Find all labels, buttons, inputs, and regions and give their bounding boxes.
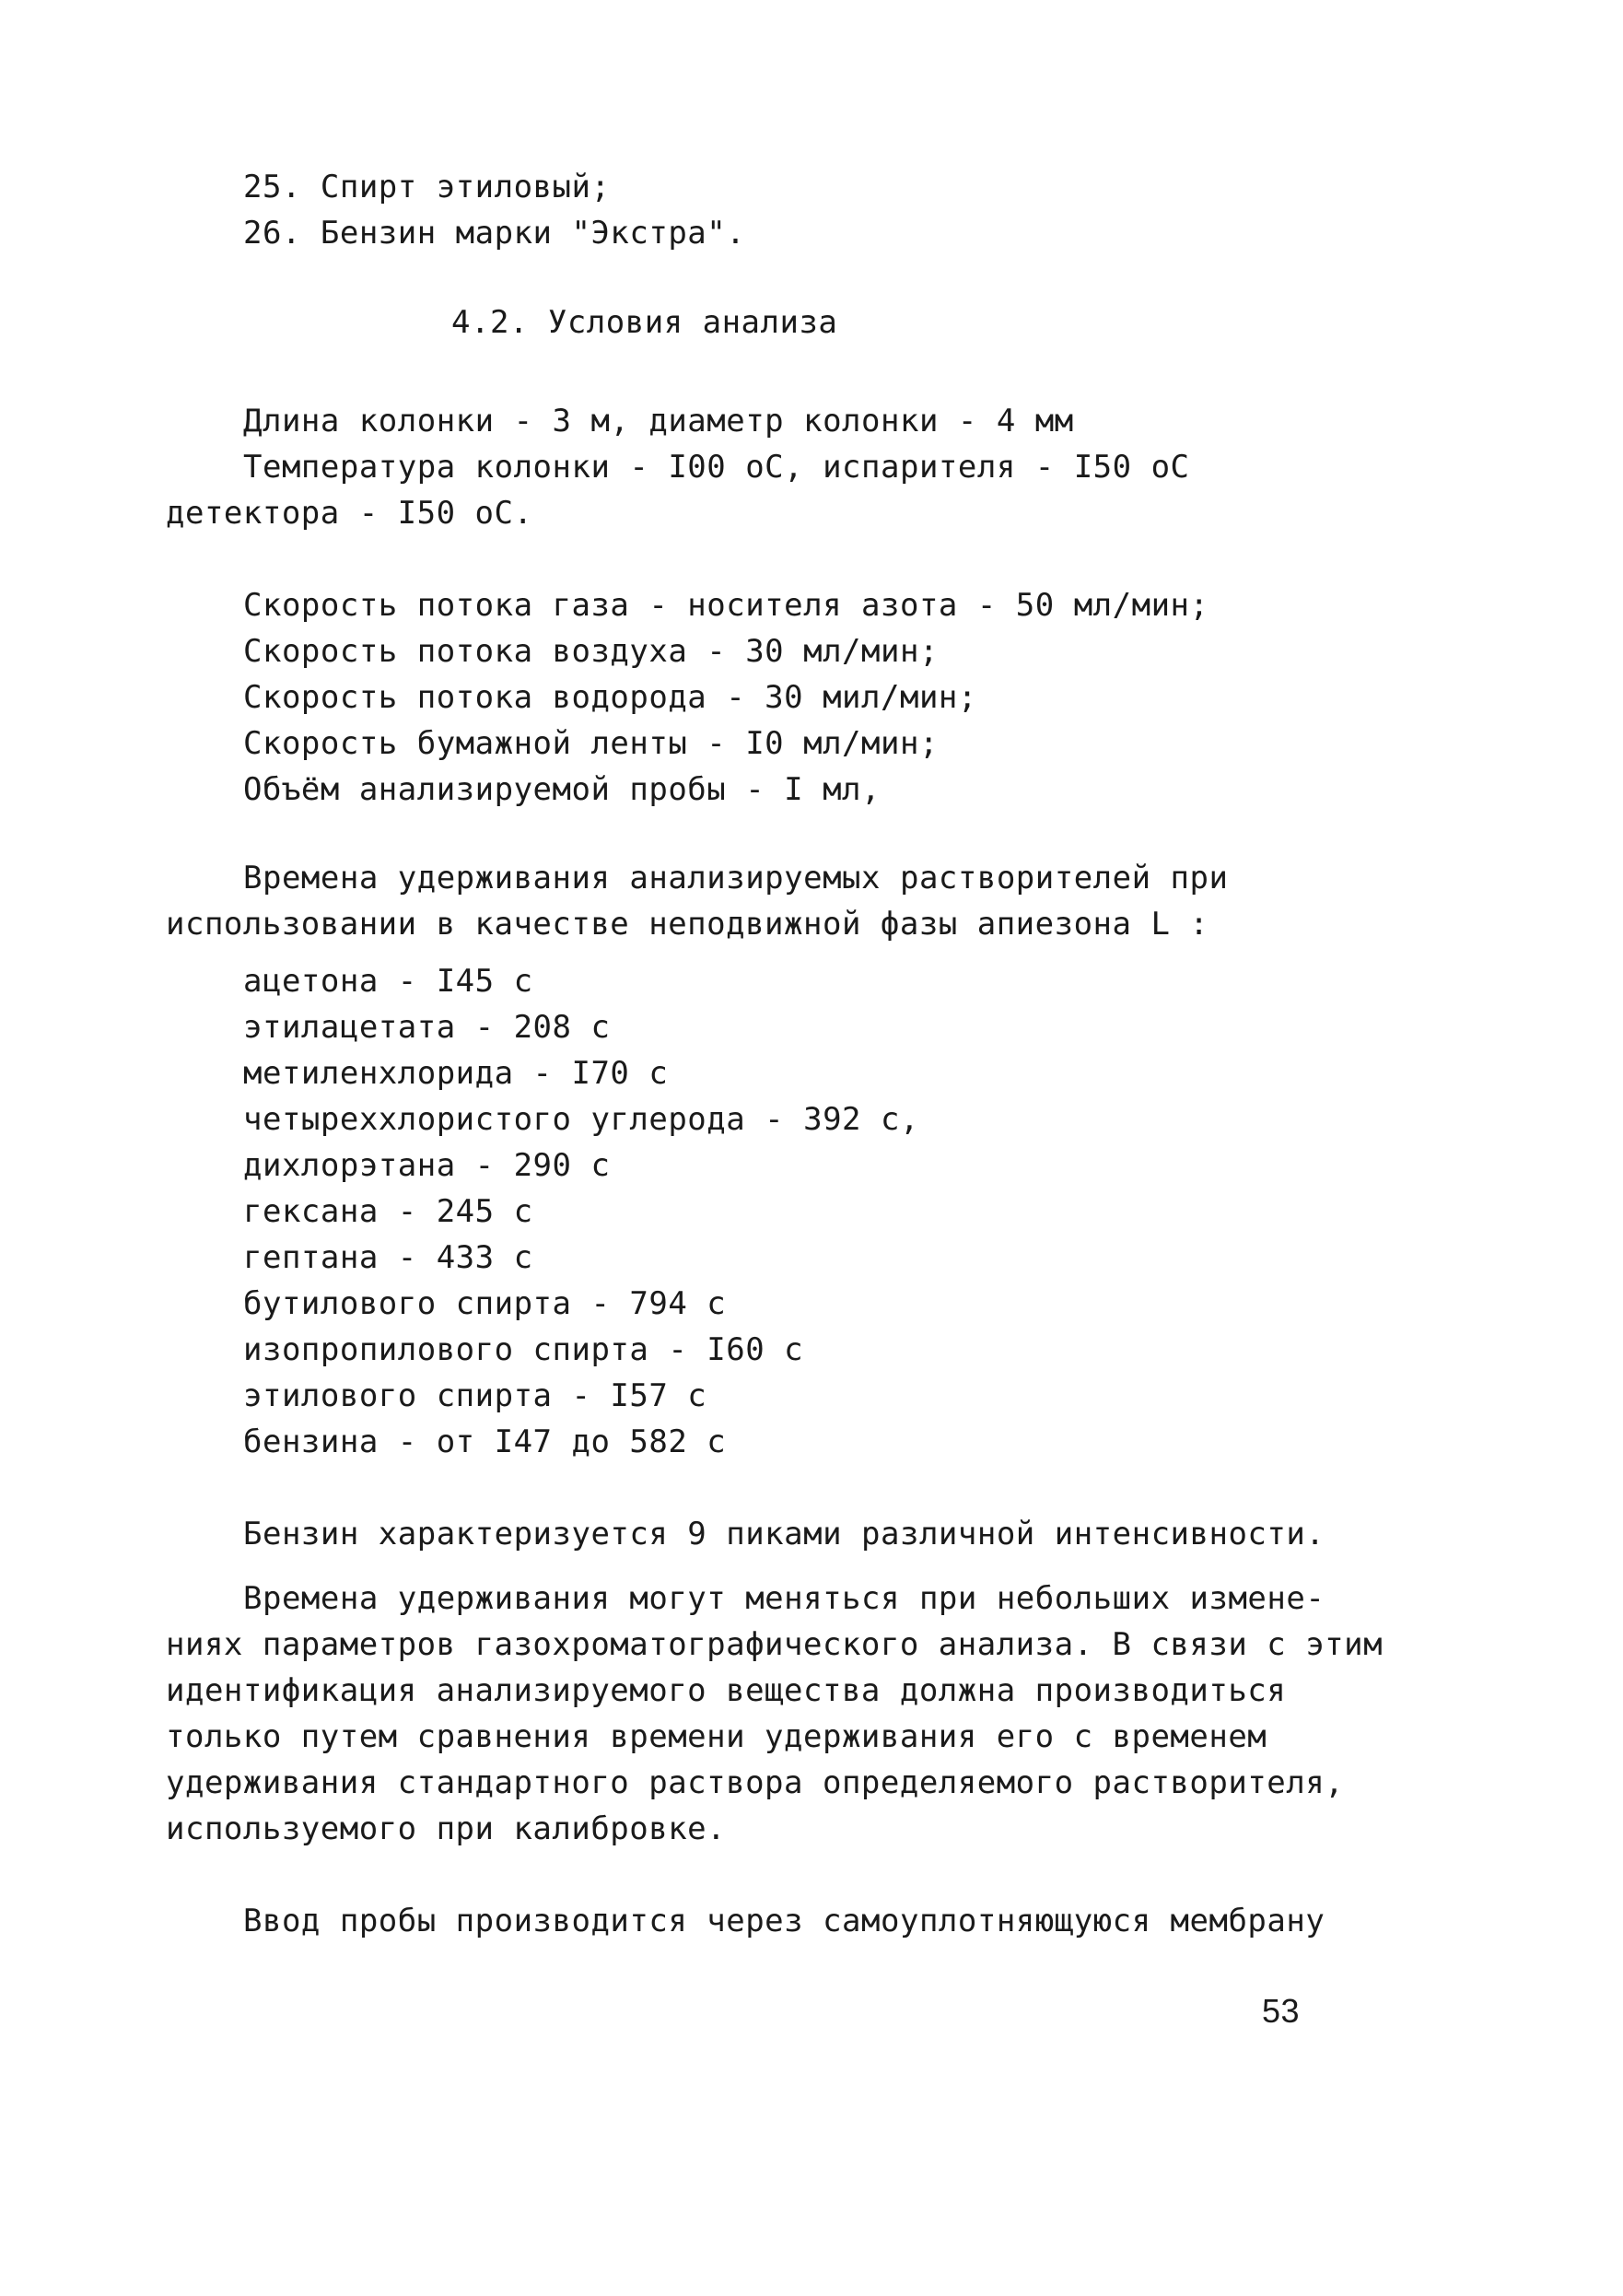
flow-line: Скорость потока газа - носителя азота - 50 мл/мин; [243, 587, 1209, 624]
retention-item: четыреххлористого углерода - 392 с, [243, 1101, 919, 1138]
paragraph-line: только путем сравнения времени удерживания его с временем [166, 1718, 1267, 1755]
retention-intro-line: использовании в качестве неподвижной фазы апиезона L : [166, 906, 1209, 943]
detector-temperature-line: детектора - I50 оС. [166, 495, 533, 532]
retention-item: дихлорэтана - 290 с [243, 1147, 611, 1184]
retention-item: ацетона - I45 с [243, 963, 533, 1000]
retention-item: бутилового спирта - 794 с [243, 1285, 727, 1322]
paragraph-line: используемого при калибровке. [166, 1810, 727, 1847]
retention-item: этилацетата - 208 с [243, 1009, 611, 1046]
paragraph-line: Времена удерживания могут меняться при небольших измене- [243, 1580, 1325, 1617]
retention-item: изопропилового спирта - I60 с [243, 1331, 804, 1368]
retention-item: этилового спирта - I57 с [243, 1377, 707, 1414]
flow-line: Объём анализируемой пробы - I мл, [243, 771, 882, 808]
gasoline-note: Бензин характеризуется 9 пиками различной интенсивности. [243, 1516, 1325, 1552]
paragraph-line: удерживания стандартного раствора определяемого растворителя, [166, 1764, 1345, 1801]
retention-item: гептана - 433 с [243, 1239, 533, 1276]
list-item-26: 26. Бензин марки "Экстра". [243, 215, 746, 252]
section-heading: 4.2. Условия анализа [451, 304, 838, 341]
flow-line: Скорость бумажной ленты - I0 мл/мин; [243, 725, 939, 762]
flow-line: Скорость потока водорода - 30 мил/мин; [243, 679, 977, 716]
paragraph-line: ниях параметров газохроматографического анализа. В связи с этим [166, 1626, 1384, 1663]
retention-item: бензина - от I47 до 582 с [243, 1423, 727, 1460]
retention-item: гексана - 245 с [243, 1193, 533, 1230]
page-number: 53 [1262, 1992, 1301, 2030]
retention-item: метиленхлорида - I70 с [243, 1055, 669, 1092]
list-item-25: 25. Спирт этиловый; [243, 169, 611, 205]
retention-intro-line: Времена удерживания анализируемых растворителей при [243, 860, 1229, 896]
flow-line: Скорость потока воздуха - 30 мл/мин; [243, 633, 939, 670]
temperature-line: Температура колонки - I00 оС, испарителя - I50 оС [243, 449, 1190, 486]
paragraph-line: идентификация анализируемого вещества должна производиться [166, 1672, 1287, 1709]
sample-input-line: Ввод пробы производится через самоуплотняющуюся мембрану [243, 1903, 1325, 1939]
column-dimensions-line: Длина колонки - 3 м, диаметр колонки - 4 мм [243, 403, 1074, 439]
